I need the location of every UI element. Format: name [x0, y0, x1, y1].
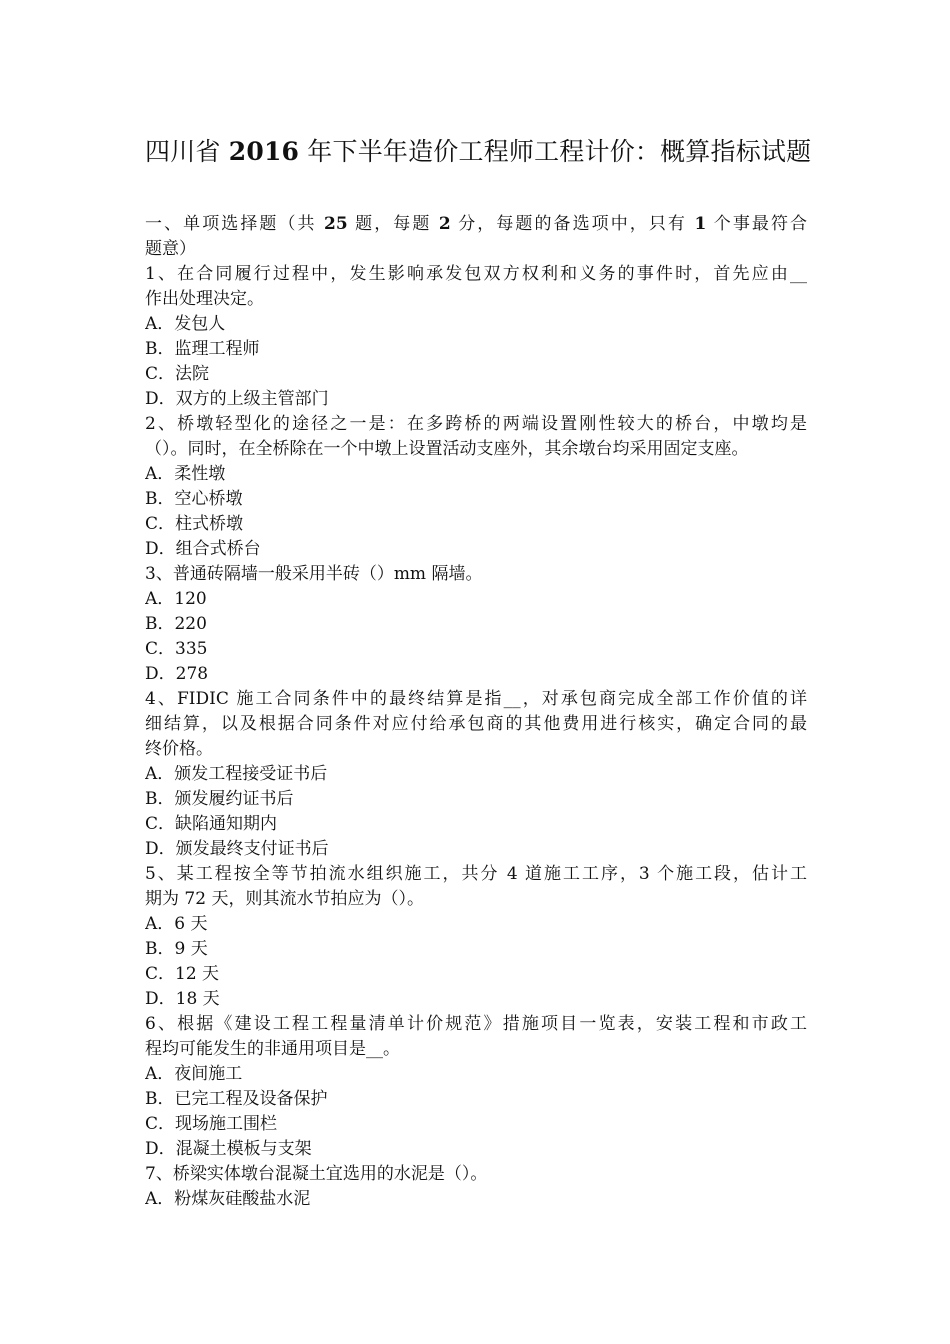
document-title: [145, 134, 812, 170]
answer-option: D．颁发最终支付证书后: [145, 839, 329, 859]
section-heading-text: 分，每题的备选项中，只有: [450, 214, 695, 234]
question-5: [145, 862, 807, 1012]
answer-option: B．220: [145, 614, 207, 634]
answer-option: D．278: [145, 664, 209, 684]
question-stem-line: 3、普通砖隔墙一般采用半砖（）mm 隔墙。: [145, 564, 483, 584]
answer-option: C．12 天: [145, 964, 220, 984]
question-stem-line: 终价格。: [145, 739, 213, 759]
answer-option: B．9 天: [145, 939, 208, 959]
answer-option: D．18 天: [145, 989, 220, 1009]
question-stem-line: 7、桥梁实体墩台混凝土宜选用的水泥是（）。: [145, 1164, 488, 1184]
answer-option: B．空心桥墩: [145, 489, 243, 509]
question-3: [145, 562, 807, 687]
answer-option: D．双方的上级主管部门: [145, 389, 329, 409]
title-suffix: 年下半年造价工程师工程计价：概算指标试题: [299, 137, 812, 166]
question-7: [145, 1162, 807, 1212]
answer-option: A．夜间施工: [145, 1064, 243, 1084]
question-list: [145, 262, 807, 1212]
answer-option: A．柔性墩: [145, 464, 226, 484]
document-body: [145, 212, 807, 1212]
correct-option-count: 1: [694, 214, 707, 234]
question-stem-line: 程均可能发生的非通用项目是__。: [145, 1039, 400, 1059]
answer-option: D．混凝土模板与支架: [145, 1139, 312, 1159]
question-stem-line: 6、根据《建设工程工程量清单计价规范》措施项目一览表，安装工程和市政工: [145, 1014, 807, 1034]
answer-option: D．组合式桥台: [145, 539, 261, 559]
title-prefix: 四川省: [145, 137, 229, 166]
question-stem-line: 作出处理决定。: [145, 289, 264, 309]
question-1: [145, 262, 807, 412]
answer-option: A．颁发工程接受证书后: [145, 764, 328, 784]
question-stem-line: 4、FIDIC 施工合同条件中的最终结算是指__，对承包商完成全部工作价值的详: [145, 689, 807, 709]
answer-option: B．已完工程及设备保护: [145, 1089, 328, 1109]
answer-option: A．120: [145, 589, 207, 609]
answer-option: A．发包人: [145, 314, 226, 334]
question-count: 25: [324, 214, 348, 234]
answer-option: A．6 天: [145, 914, 208, 934]
section-heading-text: 题，每题: [347, 214, 439, 234]
question-stem-line: 5、某工程按全等节拍流水组织施工，共分 4 道施工工序，3 个施工段，估计工: [145, 864, 807, 884]
title-year: 2016: [228, 137, 300, 166]
section-heading-text: 个事最符合: [706, 214, 807, 234]
section-heading-line-2: 题意）: [145, 239, 196, 259]
section-heading-text: 一、单项选择题（共: [145, 214, 325, 234]
question-stem-line: 1、在合同履行过程中，发生影响承发包双方权利和义务的事件时，首先应由__: [145, 264, 807, 284]
question-stem-line: （）。同时，在全桥除在一个中墩上设置活动支座外，其余墩台均采用固定支座。: [145, 439, 749, 459]
answer-option: C．现场施工围栏: [145, 1114, 278, 1134]
answer-option: C．柱式桥墩: [145, 514, 244, 534]
answer-option: B．监理工程师: [145, 339, 260, 359]
question-4: [145, 687, 807, 862]
question-stem-line: 细结算，以及根据合同条件对应付给承包商的其他费用进行核实，确定合同的最: [145, 714, 807, 734]
question-2: [145, 412, 807, 562]
answer-option: B．颁发履约证书后: [145, 789, 294, 809]
question-stem-line: 期为 72 天，则其流水节拍应为（）。: [145, 889, 424, 909]
question-6: [145, 1012, 807, 1162]
answer-option: A．粉煤灰硅酸盐水泥: [145, 1189, 311, 1209]
section-heading-line-1: [145, 212, 807, 237]
points-per-question: 2: [438, 214, 451, 234]
answer-option: C．缺陷通知期内: [145, 814, 278, 834]
question-stem-line: 2、桥墩轻型化的途径之一是：在多跨桥的两端设置刚性较大的桥台，中墩均是: [145, 414, 807, 434]
answer-option: C．335: [145, 639, 208, 659]
answer-option: C．法院: [145, 364, 210, 384]
